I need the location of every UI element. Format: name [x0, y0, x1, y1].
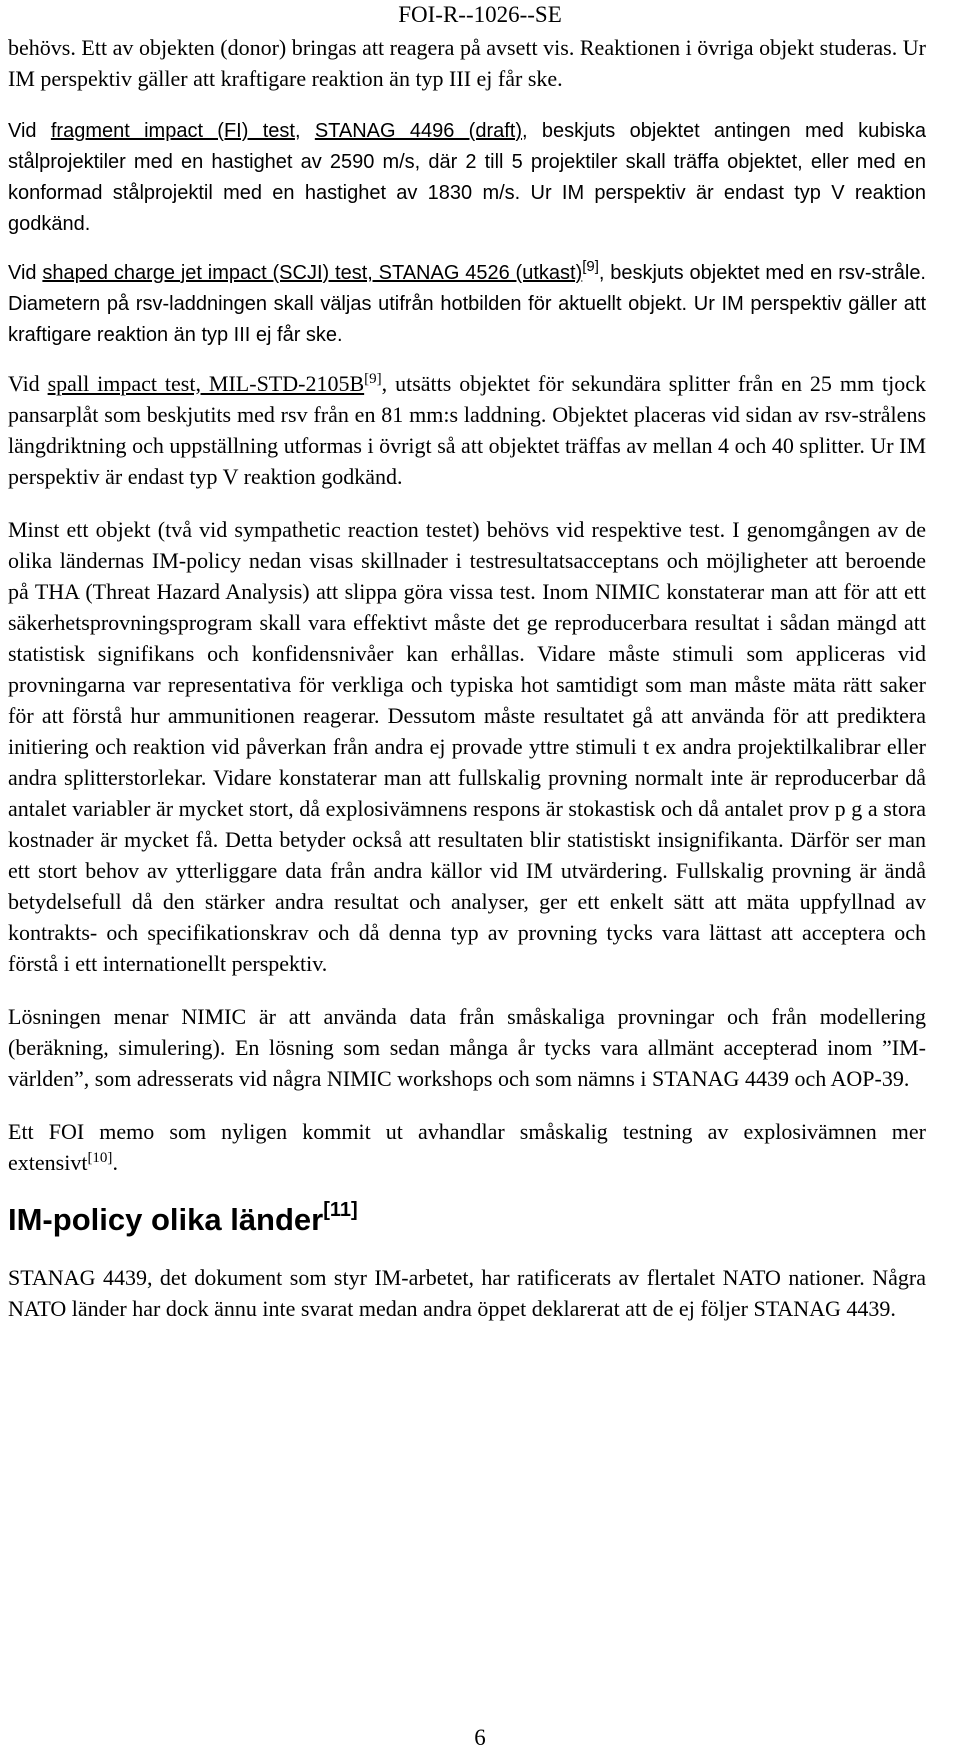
paragraph-text: STANAG 4439, det dokument som styr IM-arbetet, har ratificerats av flertalet NATO nationer. Några NATO länder har dock ännu inte svarat medan andra öppet deklarerat att de ej följer STANAG 4439. [8, 1265, 926, 1321]
paragraph-donor-test [8, 32, 926, 94]
paragraph-text: Lösningen menar NIMIC är att använda data från småskaliga provningar och från modellering (beräkning, simulering). En lösning som sedan många år tycks vara allmänt accepterad inom ”IM-världen”, som adresserats vid några NIMIC workshops och som nämns i STANAG 4439 och AOP-39. [8, 1004, 926, 1091]
section-heading [8, 1200, 926, 1240]
paragraph-text: , beskjuts objektet antingen med kubiska stålprojektiler med en hastighet av 2590 m/s, där 2 till 5 projektiler skall träffa objektet, eller med en konformad stålprojektil med en hastighet av 1830 m/s. Ur IM perspektiv är endast typ V reaktion godkänd. [8, 120, 926, 235]
paragraph-text: Minst ett objekt (två vid sympathetic reaction testet) behövs vid respektive test. I genomgången av de olika ländernas IM-policy nedan visas skillnader i testresultatsacceptans och möjligheter att beroende på THA (Threat Hazard Analysis) att slippa göra vissa test. Inom NIMIC konstaterar man att för att ett säkerhetsprovningsprogram skall vara effektivt måste det ge reproducerbara resultat i sådan mängd att statistisk signifikans och konfidensnivåer kan erhållas. Vidare måste stimuli som appliceras vid provningarna var representativa för verkliga och typiska hot samtidigt som man måste mäta rätt saker för att förstå hur ammunitionen reagerar. Dessutom måste resultatet gå att använda för att prediktera initiering och reaktion vid påverkan från andra ej provade yttre stimuli t ex andra projektilkalibrar eller andra splitterstorlekar. Vidare konstaterar man att fullskalig provning normalt inte är reproducerbar då antalet variabler är mycket stort, då explosivämnens respons är stokastisk och då antalet prov p g a stora kostnader är mycket få. Detta betyder också att resultaten blir statistiskt insignifikanta. Därför ser man ett stort behov av ytterliggare data från andra källor vid IM utvärdering. Fullskalig provning är ändå betydelsefull då den stärker andra resultat och analyser, ger ett enkelt sätt att mäta uppfyllnad av kontrakts- och specifikationskrav och då denna typ av provning tycks vara lättast att acceptera och förstå i ett internationellt perspektiv. [8, 517, 926, 976]
reference-marker[interactable]: [11] [323, 1199, 358, 1221]
document-body [8, 32, 926, 1324]
paragraph-text: Vid [8, 120, 51, 142]
paragraph-text: . [112, 1150, 118, 1175]
reference-marker[interactable]: [9] [582, 258, 599, 275]
paragraph-shaped-charge [8, 258, 926, 351]
paragraph-text: , beskjuts objektet med en rsv-stråle. Diametern på rsv-laddningen skall väljas utifrån hotbilden för aktuellt objekt. Ur IM perspektiv gäller att kraftigare reaktion än typ III ej får ske. [8, 262, 926, 346]
reference-marker[interactable]: [9] [364, 371, 382, 387]
page-number: 6 [474, 1725, 486, 1750]
paragraph-text: , utsätts objektet för sekundära splitter från en 25 mm tjock pansarplåt som beskjutits med rsv från en 81 mm:s laddning. Objektet placeras vid sidan av rsv-strålens längdriktning och uppställning utformas i övrigt så att objektet träffas av mellan 4 och 40 splitter. Ur IM perspektiv är endast typ V reaktion godkänd. [8, 371, 926, 489]
paragraph-text: Vid [8, 262, 43, 284]
section-title: IM-policy olika länder [8, 1202, 324, 1237]
stanag-4496-link[interactable]: STANAG 4496 (draft) [314, 120, 523, 142]
paragraph-stanag-4439 [8, 1262, 926, 1324]
spall-impact-link[interactable]: spall impact test, MIL-STD-2105B [47, 371, 365, 396]
paragraph-losningen [8, 1001, 926, 1094]
paragraph-nimic-provning [8, 514, 926, 979]
paragraph-text: Ett FOI memo som nyligen kommit ut avhandlar småskalig testning av explosivämnen mer extensivt [8, 1119, 926, 1175]
paragraph-spall-impact [8, 368, 926, 492]
paragraph-text: Vid [8, 371, 48, 396]
shaped-charge-link[interactable]: shaped charge jet impact (SCJI) test, STANAG 4526 (utkast) [42, 262, 583, 284]
paragraph-foi-memo [8, 1116, 926, 1178]
document-id-header: FOI-R--1026--SE [398, 2, 562, 27]
reference-marker[interactable]: [10] [87, 1150, 113, 1166]
paragraph-text: , [294, 120, 315, 142]
paragraph-text: behövs. Ett av objekten (donor) bringas att reagera på avsett vis. Reaktionen i övriga objekt studeras. Ur IM perspektiv gäller att kraftigare reaktion än typ III ej får ske. [8, 35, 926, 91]
fragment-impact-link[interactable]: fragment impact (FI) test [50, 120, 295, 142]
paragraph-fragment-impact [8, 116, 926, 240]
